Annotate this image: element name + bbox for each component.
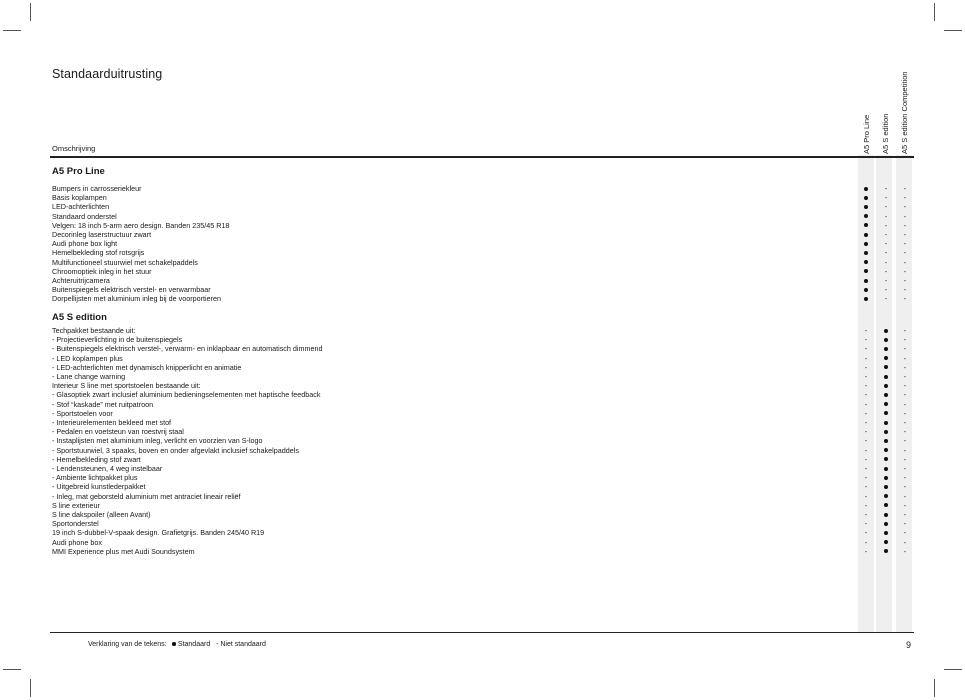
standard-dot-icon	[878, 354, 894, 363]
row-label: - Pedalen en voetsteun van roestvrij staal	[52, 427, 184, 437]
not-standard-mark: -	[864, 418, 868, 427]
standard-dot-icon	[878, 482, 894, 491]
row-label: Chroomoptiek inleg in het stuur	[52, 266, 152, 276]
not-standard-mark: -	[903, 276, 907, 285]
row-label: Interieur S line met sportstoelen bestaande uit:	[52, 381, 201, 391]
not-standard-mark: -	[903, 335, 907, 345]
not-standard-mark: -	[864, 335, 868, 345]
row-label: MMI Experience plus met Audi Soundsystem	[52, 546, 195, 556]
not-standard-mark: -	[903, 294, 907, 304]
table-row	[52, 427, 914, 436]
table-row	[52, 221, 914, 230]
not-standard-mark: -	[903, 285, 907, 295]
standard-dot-icon	[878, 427, 894, 436]
row-label: Audi phone box	[52, 537, 102, 547]
row-label: Velgen: 18 inch 5-arm aero design. Banden 235/45 R18	[52, 220, 230, 230]
column-header-s-edition-competition: A5 S edition Competition	[900, 71, 909, 154]
row-label: - Interieurelementen bekleed met stof	[52, 418, 172, 427]
not-standard-mark: -	[864, 353, 868, 363]
not-standard-mark: -	[864, 326, 868, 335]
not-standard-mark: -	[884, 211, 888, 221]
table-row	[52, 464, 914, 473]
not-standard-mark: -	[903, 257, 907, 267]
standard-dot-icon	[884, 457, 888, 461]
not-standard-mark: -	[864, 546, 868, 556]
not-standard-mark: -	[903, 454, 907, 464]
not-standard-mark: -	[884, 239, 888, 249]
standard-dot-icon	[172, 642, 176, 646]
row-label: Standaard onderstel	[52, 211, 117, 221]
row-label: - Sportstoelen voor	[52, 408, 113, 418]
standard-dot-icon	[884, 365, 888, 369]
row-label: - Projectieverlichting in de buitenspiegels	[52, 335, 183, 345]
table-row	[52, 372, 914, 381]
standard-dot-icon	[878, 464, 894, 473]
not-standard-mark: -	[864, 454, 868, 464]
standard-dot-icon	[884, 485, 888, 489]
standard-dot-icon	[858, 212, 874, 221]
standard-dot-icon	[858, 221, 874, 230]
standard-dot-icon	[858, 184, 874, 193]
standard-dot-icon	[884, 549, 888, 553]
standard-dot-icon	[864, 297, 868, 301]
not-standard-mark: -	[903, 239, 907, 249]
row-label: - Uitgebreid kunstlederpakket	[52, 482, 146, 492]
table-row	[52, 446, 914, 455]
not-standard-mark: -	[903, 546, 907, 556]
row-label: Techpakket bestaande uit:	[52, 326, 136, 335]
crop-mark	[30, 3, 31, 21]
standard-dot-icon	[858, 267, 874, 276]
standard-dot-icon	[864, 196, 868, 200]
standard-dot-icon	[884, 467, 888, 471]
standard-dot-icon	[884, 421, 888, 425]
table-row	[52, 418, 914, 427]
standard-dot-icon	[878, 390, 894, 399]
legend-standard: Standaard	[177, 641, 211, 648]
not-standard-mark: -	[903, 519, 907, 529]
not-standard-mark: -	[884, 184, 888, 193]
footer-rule	[50, 632, 914, 633]
standard-dot-icon	[884, 531, 888, 535]
table-row	[52, 528, 914, 537]
table-row	[52, 193, 914, 202]
table-row	[52, 363, 914, 372]
row-label: - LED koplampen plus	[52, 353, 123, 363]
row-label: Dorpellijsten met aluminium inleg bij de voorportieren	[52, 294, 221, 304]
standard-dot-icon	[884, 476, 888, 480]
not-standard-mark: -	[864, 381, 868, 391]
not-standard-mark: -	[903, 510, 907, 519]
standard-dot-icon	[878, 446, 894, 455]
standard-dot-icon	[878, 455, 894, 464]
crop-mark	[944, 30, 962, 31]
not-standard-mark: -	[903, 353, 907, 363]
not-standard-mark: -	[903, 408, 907, 418]
row-label: - Ambiente lichtpakket plus	[52, 473, 138, 483]
not-standard-mark: -	[884, 266, 888, 276]
not-standard-mark: -	[903, 491, 907, 501]
not-standard-mark: -	[903, 266, 907, 276]
not-standard-mark: -	[864, 362, 868, 372]
not-standard-mark: -	[903, 220, 907, 230]
not-standard-mark: -	[903, 427, 907, 437]
row-label: Multifunctioneel stuurwiel met schakelpaddels	[52, 257, 198, 267]
standard-dot-icon	[884, 384, 888, 388]
row-label: - Lendensteunen, 4 weg instelbaar	[52, 464, 163, 473]
not-standard-mark: -	[903, 248, 907, 258]
legend-not-standard: - Niet standaard	[216, 641, 266, 648]
standard-dot-icon	[884, 439, 888, 443]
page-number: 9	[906, 640, 912, 650]
row-label: LED-achterlichten	[52, 202, 110, 212]
table-row	[52, 501, 914, 510]
row-label: - Instaplijsten met aluminium inleg, verlicht en voorzien van S-logo	[52, 436, 263, 446]
standard-dot-icon	[864, 269, 868, 273]
row-label: - Inleg, mat geborsteld aluminium met antraciet lineair reliëf	[52, 491, 241, 501]
not-standard-mark: -	[864, 537, 868, 547]
table-row	[52, 510, 914, 519]
not-standard-mark: -	[864, 519, 868, 529]
not-standard-mark: -	[864, 482, 868, 492]
table-row	[52, 455, 914, 464]
not-standard-mark: -	[903, 500, 907, 510]
section-title: A5 S edition	[52, 312, 107, 323]
crop-mark	[944, 669, 962, 670]
not-standard-mark: -	[903, 202, 907, 212]
standard-dot-icon	[864, 223, 868, 227]
crop-mark	[30, 679, 31, 697]
row-label: Achteruitrijcamera	[52, 276, 110, 285]
row-label: 19 inch S-dubbel-V-spaak design. Grafietgrijs. Banden 245/40 R19	[52, 528, 265, 538]
row-label: Basis koplampen	[52, 193, 107, 203]
row-label: Audi phone box light	[52, 239, 118, 249]
not-standard-mark: -	[903, 344, 907, 354]
row-label: - LED-achterlichten met dynamisch knipperlicht en animatie	[52, 362, 242, 372]
row-label: - Sportstuurwiel, 3 spaaks, boven en onder afgevlakt inclusief schakelpaddels	[52, 445, 299, 455]
not-standard-mark: -	[864, 344, 868, 354]
standard-dot-icon	[864, 279, 868, 283]
not-standard-mark: -	[864, 445, 868, 455]
standard-dot-icon	[864, 251, 868, 255]
standard-dot-icon	[878, 400, 894, 409]
not-standard-mark: -	[903, 464, 907, 473]
not-standard-mark: -	[903, 528, 907, 538]
standard-dot-icon	[884, 393, 888, 397]
table-row	[52, 482, 914, 491]
not-standard-mark: -	[903, 418, 907, 427]
standard-dot-icon	[878, 519, 894, 528]
crop-mark	[3, 669, 21, 670]
standard-dot-icon	[884, 356, 888, 360]
row-label: Decorinleg laserstructuur zwart	[52, 230, 152, 239]
table-row	[52, 258, 914, 267]
standard-dot-icon	[884, 338, 888, 342]
standard-dot-icon	[858, 248, 874, 257]
not-standard-mark: -	[884, 285, 888, 295]
not-standard-mark: -	[903, 326, 907, 335]
row-label: - Glasoptiek zwart inclusief aluminium bedieningselementen met haptische feedback	[52, 390, 321, 400]
standard-dot-icon	[878, 344, 894, 353]
not-standard-mark: -	[903, 482, 907, 492]
standard-dot-icon	[878, 547, 894, 556]
not-standard-mark: -	[864, 427, 868, 437]
standard-dot-icon	[878, 492, 894, 501]
table-row	[52, 381, 914, 390]
section-title: A5 Pro Line	[52, 166, 105, 177]
standard-dot-icon	[858, 285, 874, 294]
not-standard-mark: -	[864, 390, 868, 400]
table-row	[52, 230, 914, 239]
not-standard-mark: -	[884, 202, 888, 212]
standard-dot-icon	[878, 363, 894, 372]
standard-dot-icon	[864, 260, 868, 264]
not-standard-mark: -	[864, 491, 868, 501]
table-row	[52, 276, 914, 285]
column-header-pro-line: A5 Pro Line	[862, 114, 871, 154]
description-column-header: Omschrijving	[52, 144, 96, 153]
not-standard-mark: -	[903, 184, 907, 193]
table-row	[52, 285, 914, 294]
standard-dot-icon	[878, 409, 894, 418]
not-standard-mark: -	[903, 436, 907, 446]
standard-dot-icon	[884, 402, 888, 406]
standard-dot-icon	[884, 430, 888, 434]
standard-dot-icon	[858, 193, 874, 202]
standard-dot-icon	[884, 540, 888, 544]
table-row	[52, 519, 914, 528]
standard-dot-icon	[864, 242, 868, 246]
standard-dot-icon	[858, 239, 874, 248]
table-row	[52, 354, 914, 363]
table-row	[52, 473, 914, 482]
not-standard-mark: -	[903, 211, 907, 221]
not-standard-mark: -	[903, 537, 907, 547]
row-label: Sportonderstel	[52, 519, 99, 529]
standard-dot-icon	[878, 501, 894, 510]
table-row	[52, 335, 914, 344]
not-standard-mark: -	[903, 445, 907, 455]
standard-dot-icon	[884, 503, 888, 507]
not-standard-mark: -	[864, 528, 868, 538]
standard-dot-icon	[858, 230, 874, 239]
row-label: Bumpers in carrosseriekleur	[52, 184, 142, 193]
row-label: - Lane change warning	[52, 372, 126, 381]
standard-dot-icon	[884, 448, 888, 452]
standard-dot-icon	[884, 411, 888, 415]
standard-dot-icon	[858, 258, 874, 267]
not-standard-mark: -	[884, 193, 888, 203]
not-standard-mark: -	[884, 220, 888, 230]
table-row	[52, 547, 914, 556]
not-standard-mark: -	[903, 193, 907, 203]
not-standard-mark: -	[903, 372, 907, 381]
table-row	[52, 409, 914, 418]
table-row	[52, 202, 914, 211]
not-standard-mark: -	[884, 276, 888, 285]
table-row	[52, 267, 914, 276]
table-row	[52, 390, 914, 399]
table-row	[52, 184, 914, 193]
standard-dot-icon	[864, 205, 868, 209]
header-rule	[50, 156, 914, 158]
not-standard-mark: -	[903, 399, 907, 409]
page-title: Standaarduitrusting	[52, 67, 163, 81]
not-standard-mark: -	[884, 257, 888, 267]
standard-dot-icon	[878, 436, 894, 445]
legend-prefix: Verklaring van de tekens:	[88, 641, 167, 648]
row-label: - Stof “kaskade” met ruitpatroon	[52, 399, 154, 409]
crop-mark	[934, 3, 935, 21]
table-row	[52, 248, 914, 257]
crop-mark	[3, 30, 21, 31]
table-row	[52, 538, 914, 547]
standard-dot-icon	[878, 372, 894, 381]
not-standard-mark: -	[903, 230, 907, 239]
standard-dot-icon	[884, 513, 888, 517]
row-label: Hemelbekleding stof rotsgrijs	[52, 248, 145, 258]
standard-dot-icon	[884, 522, 888, 526]
column-header-s-edition: A5 S edition	[881, 113, 890, 154]
not-standard-mark: -	[903, 381, 907, 391]
table-row	[52, 294, 914, 303]
row-label: - Hemelbekleding stof zwart	[52, 454, 141, 464]
row-label: S line dakspoiler (alleen Avant)	[52, 510, 151, 519]
not-standard-mark: -	[864, 473, 868, 483]
table-row	[52, 400, 914, 409]
not-standard-mark: -	[864, 399, 868, 409]
standard-dot-icon	[878, 335, 894, 344]
crop-mark	[934, 679, 935, 697]
row-label: S line exterieur	[52, 500, 100, 510]
standard-dot-icon	[858, 294, 874, 303]
not-standard-mark: -	[864, 464, 868, 473]
not-standard-mark: -	[864, 500, 868, 510]
not-standard-mark: -	[903, 362, 907, 372]
not-standard-mark: -	[864, 510, 868, 519]
table-row	[52, 212, 914, 221]
table-row	[52, 344, 914, 353]
standard-dot-icon	[858, 202, 874, 211]
table-row	[52, 239, 914, 248]
not-standard-mark: -	[864, 408, 868, 418]
row-label: Buitenspiegels elektrisch verstel- en verwarmbaar	[52, 285, 211, 295]
not-standard-mark: -	[884, 294, 888, 304]
standard-dot-icon	[878, 538, 894, 547]
not-standard-mark: -	[884, 248, 888, 258]
standard-dot-icon	[878, 326, 894, 335]
standard-dot-icon	[864, 288, 868, 292]
standard-dot-icon	[878, 418, 894, 427]
row-label: - Buitenspiegels elektrisch verstel-, verwarm- en inklapbaar en automatisch dimmend	[52, 344, 323, 354]
standard-dot-icon	[884, 494, 888, 498]
table-row	[52, 326, 914, 335]
not-standard-mark: -	[864, 372, 868, 381]
standard-dot-icon	[878, 510, 894, 519]
table-row	[52, 436, 914, 445]
standard-dot-icon	[884, 375, 888, 379]
standard-dot-icon	[864, 214, 868, 218]
not-standard-mark: -	[903, 390, 907, 400]
not-standard-mark: -	[884, 230, 888, 239]
standard-dot-icon	[864, 233, 868, 237]
not-standard-mark: -	[864, 436, 868, 446]
legend	[88, 641, 266, 648]
standard-dot-icon	[858, 276, 874, 285]
table-row	[52, 492, 914, 501]
standard-dot-icon	[884, 347, 888, 351]
standard-dot-icon	[884, 329, 888, 333]
standard-dot-icon	[878, 381, 894, 390]
standard-dot-icon	[864, 187, 868, 191]
standard-dot-icon	[878, 528, 894, 537]
standard-dot-icon	[878, 473, 894, 482]
not-standard-mark: -	[903, 473, 907, 483]
